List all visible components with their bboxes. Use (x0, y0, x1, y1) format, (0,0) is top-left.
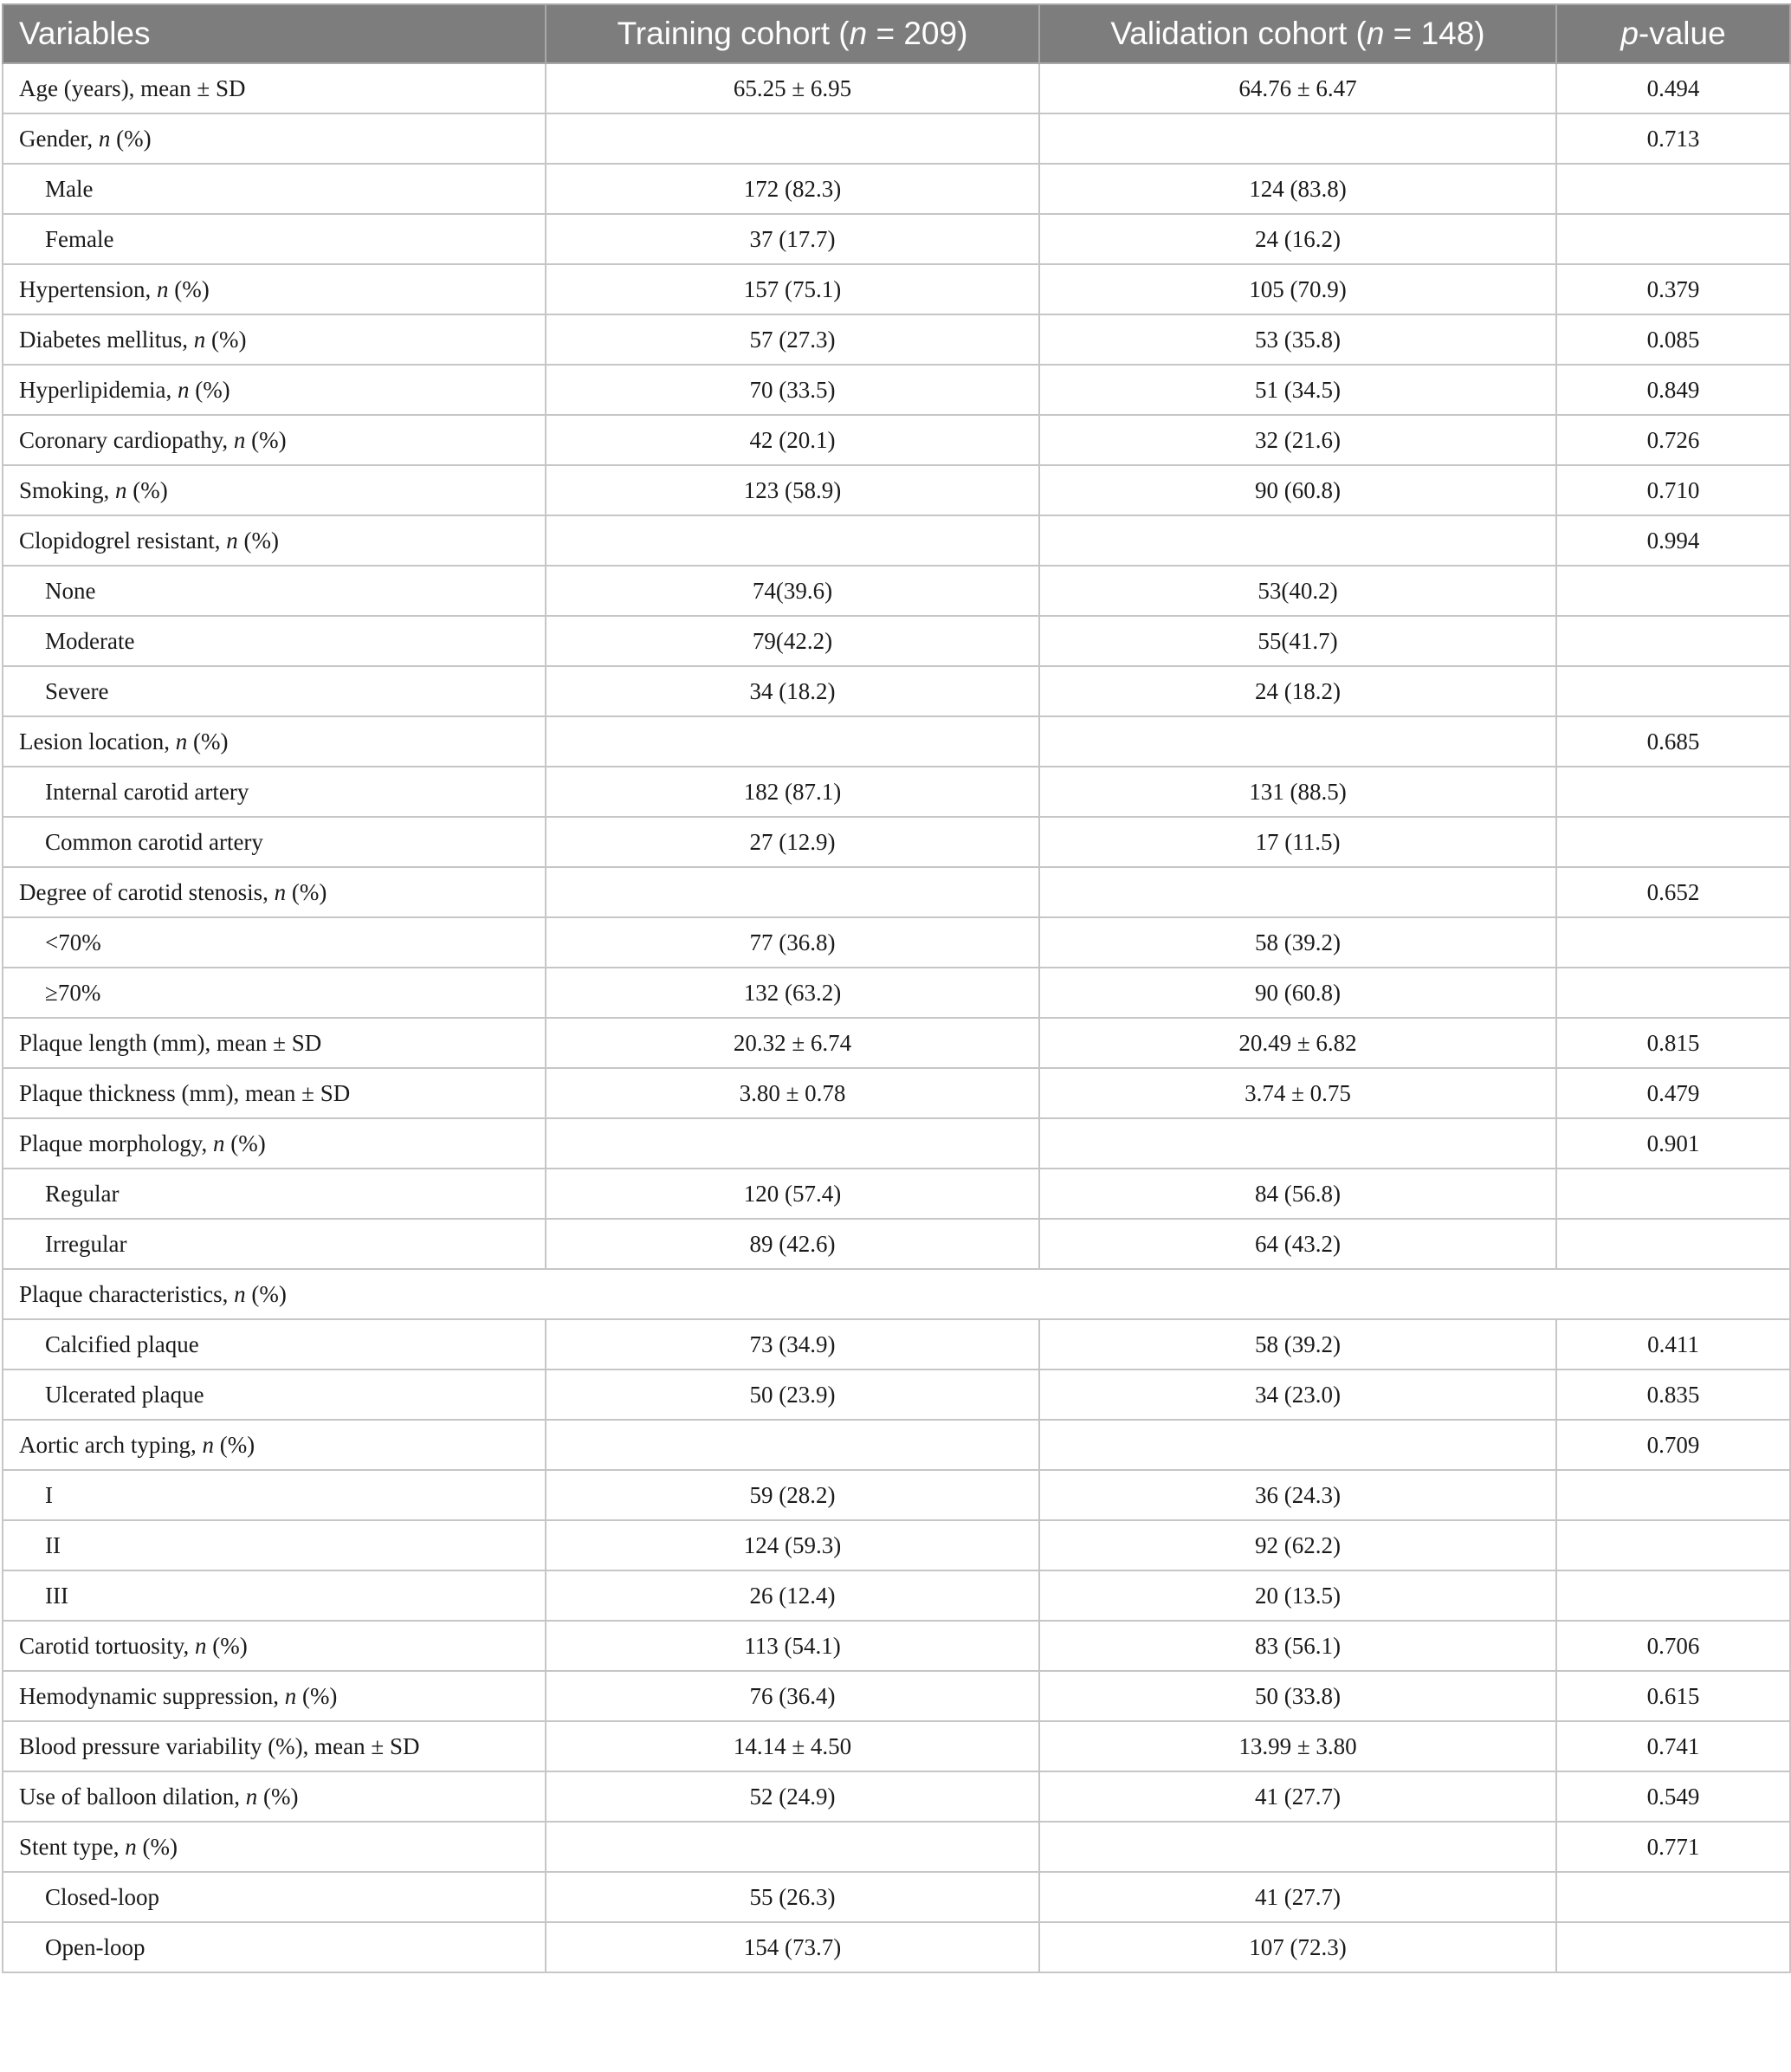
variable-cell (3, 264, 546, 314)
table-row (3, 817, 1790, 867)
variable-label: Hemodynamic suppression, (19, 1682, 285, 1709)
header-variables-text: Variables (19, 16, 151, 51)
variable-label: Stent type, (19, 1833, 126, 1860)
variable-cell (3, 968, 546, 1018)
p-value-cell: 0.741 (1556, 1721, 1790, 1771)
variable-label: <70% (45, 929, 101, 955)
variable-label: Smoking, (19, 476, 116, 503)
training-value-cell: 55 (26.3) (546, 1872, 1039, 1922)
variable-cell (3, 164, 546, 214)
variable-label-suffix: (%) (224, 1130, 266, 1156)
p-value-cell: 0.726 (1556, 415, 1790, 465)
header-validation-suffix: = 148) (1384, 16, 1485, 51)
variable-cell (3, 917, 546, 968)
training-value-cell: 157 (75.1) (546, 264, 1039, 314)
table-row (3, 968, 1790, 1018)
variable-cell (3, 1872, 546, 1922)
p-value-cell: 0.411 (1556, 1319, 1790, 1369)
p-value-cell: 0.849 (1556, 365, 1790, 415)
p-value-cell: 0.901 (1556, 1118, 1790, 1169)
variable-cell (3, 1319, 546, 1369)
p-value-cell: 0.549 (1556, 1771, 1790, 1822)
validation-value-cell: 107 (72.3) (1039, 1922, 1556, 1972)
variable-label-italic: n (234, 1280, 246, 1307)
table-row (3, 1671, 1790, 1721)
validation-value-cell (1039, 515, 1556, 566)
training-value-cell: 172 (82.3) (546, 164, 1039, 214)
variable-cell (3, 113, 546, 164)
training-value-cell (546, 515, 1039, 566)
variable-label: II (45, 1531, 61, 1558)
variable-label: Use of balloon dilation, (19, 1783, 246, 1810)
validation-value-cell: 20 (13.5) (1039, 1570, 1556, 1621)
validation-value-cell: 90 (60.8) (1039, 968, 1556, 1018)
p-value-cell (1556, 1219, 1790, 1269)
variable-label: Blood pressure variability (%), mean ± SD (19, 1732, 420, 1759)
validation-value-cell: 105 (70.9) (1039, 264, 1556, 314)
variable-label: Clopidogrel resistant, (19, 527, 227, 554)
table-row (3, 1018, 1790, 1068)
variable-cell (3, 515, 546, 566)
validation-value-cell: 17 (11.5) (1039, 817, 1556, 867)
table-row (3, 716, 1790, 767)
variable-cell (3, 1922, 546, 1972)
p-value-cell (1556, 566, 1790, 616)
variable-label: Female (45, 225, 114, 252)
table-header (3, 4, 1790, 63)
table-row (3, 314, 1790, 365)
variable-label: ≥70% (45, 979, 101, 1006)
variable-cell (3, 1369, 546, 1420)
p-value-cell (1556, 214, 1790, 264)
variable-label: Age (years), mean ± SD (19, 74, 246, 101)
p-value-cell (1556, 917, 1790, 968)
variable-label: None (45, 577, 96, 604)
training-value-cell: 76 (36.4) (546, 1671, 1039, 1721)
training-value-cell: 42 (20.1) (546, 415, 1039, 465)
variable-label-italic: n (98, 125, 111, 152)
validation-value-cell: 24 (16.2) (1039, 214, 1556, 264)
table-row (3, 1570, 1790, 1621)
variable-label: Plaque thickness (mm), mean ± SD (19, 1079, 351, 1106)
table-row (3, 465, 1790, 515)
variable-cell (3, 767, 546, 817)
table-row (3, 1771, 1790, 1822)
training-value-cell (546, 113, 1039, 164)
p-value-cell: 0.835 (1556, 1369, 1790, 1420)
variable-cell (3, 566, 546, 616)
table-row (3, 63, 1790, 113)
variable-cell (3, 616, 546, 666)
variable-label-suffix: (%) (206, 1632, 248, 1659)
training-value-cell: 182 (87.1) (546, 767, 1039, 817)
variable-cell (3, 1068, 546, 1118)
variable-label-italic: n (177, 376, 190, 403)
validation-value-cell (1039, 716, 1556, 767)
variable-cell (3, 314, 546, 365)
training-value-cell: 26 (12.4) (546, 1570, 1039, 1621)
validation-value-cell: 55(41.7) (1039, 616, 1556, 666)
p-value-cell: 0.713 (1556, 113, 1790, 164)
variable-label-suffix: (%) (189, 376, 230, 403)
header-validation-cohort (1039, 4, 1556, 63)
validation-value-cell (1039, 1822, 1556, 1872)
validation-value-cell: 32 (21.6) (1039, 415, 1556, 465)
validation-value-cell: 84 (56.8) (1039, 1169, 1556, 1219)
validation-value-cell (1039, 113, 1556, 164)
table-row (3, 666, 1790, 716)
variable-label-suffix: (%) (110, 125, 152, 152)
header-training-prefix: Training cohort ( (617, 16, 850, 51)
training-value-cell: 154 (73.7) (546, 1922, 1039, 1972)
validation-value-cell (1039, 1118, 1556, 1169)
variable-cell (3, 415, 546, 465)
p-value-cell: 0.085 (1556, 314, 1790, 365)
variable-label: Common carotid artery (45, 828, 263, 855)
variable-label: I (45, 1481, 53, 1508)
variable-label-italic: n (226, 527, 238, 554)
training-value-cell: 27 (12.9) (546, 817, 1039, 867)
variable-cell (3, 1771, 546, 1822)
training-value-cell: 59 (28.2) (546, 1470, 1039, 1520)
variable-label-suffix: (%) (205, 326, 247, 353)
validation-value-cell: 41 (27.7) (1039, 1771, 1556, 1822)
training-value-cell: 74(39.6) (546, 566, 1039, 616)
p-value-cell (1556, 767, 1790, 817)
table-row (3, 616, 1790, 666)
variable-label: III (45, 1582, 68, 1609)
variable-label-italic: n (284, 1682, 297, 1709)
p-value-cell: 0.479 (1556, 1068, 1790, 1118)
variable-label: Internal carotid artery (45, 778, 249, 805)
variable-label-suffix: (%) (286, 878, 327, 905)
p-value-cell: 0.652 (1556, 867, 1790, 917)
training-value-cell: 52 (24.9) (546, 1771, 1039, 1822)
variable-label: Regular (45, 1180, 120, 1207)
variable-label: Irregular (45, 1230, 127, 1257)
variable-cell (3, 867, 546, 917)
variable-cell (3, 666, 546, 716)
variable-cell (3, 1269, 1790, 1319)
variable-label: Degree of carotid stenosis, (19, 878, 275, 905)
validation-value-cell: 13.99 ± 3.80 (1039, 1721, 1556, 1771)
p-value-cell (1556, 1570, 1790, 1621)
table-row (3, 1169, 1790, 1219)
p-value-cell: 0.379 (1556, 264, 1790, 314)
variable-cell (3, 365, 546, 415)
header-training-suffix: = 209) (867, 16, 968, 51)
table-row (3, 113, 1790, 164)
header-p-italic: p (1620, 16, 1639, 51)
header-variables (3, 4, 546, 63)
variable-label-italic: n (193, 326, 206, 353)
variable-label-italic: n (175, 728, 188, 754)
variable-cell (3, 214, 546, 264)
training-value-cell: 77 (36.8) (546, 917, 1039, 968)
p-value-cell: 0.815 (1556, 1018, 1790, 1068)
variable-label-italic: n (274, 878, 287, 905)
table-row (3, 1118, 1790, 1169)
variable-label-suffix: (%) (187, 728, 229, 754)
training-value-cell: 123 (58.9) (546, 465, 1039, 515)
variable-label: Plaque length (mm), mean ± SD (19, 1029, 322, 1056)
header-validation-n: n (1366, 16, 1385, 51)
training-value-cell: 70 (33.5) (546, 365, 1039, 415)
variable-label: Male (45, 175, 94, 202)
variable-label-suffix: (%) (136, 1833, 178, 1860)
table-row (3, 1068, 1790, 1118)
variable-label: Diabetes mellitus, (19, 326, 194, 353)
training-value-cell: 20.32 ± 6.74 (546, 1018, 1039, 1068)
training-value-cell: 34 (18.2) (546, 666, 1039, 716)
training-value-cell: 65.25 ± 6.95 (546, 63, 1039, 113)
variable-label: Ulcerated plaque (45, 1381, 204, 1408)
table-row (3, 1219, 1790, 1269)
p-value-cell (1556, 1872, 1790, 1922)
table-row (3, 515, 1790, 566)
variable-label: Calcified plaque (45, 1331, 199, 1357)
training-value-cell: 132 (63.2) (546, 968, 1039, 1018)
table-row (3, 1721, 1790, 1771)
training-value-cell (546, 716, 1039, 767)
variable-cell (3, 1671, 546, 1721)
variable-label-suffix: (%) (257, 1783, 299, 1810)
variable-label: Severe (45, 677, 109, 704)
variable-label-suffix: (%) (168, 275, 210, 302)
table-row (3, 1922, 1790, 1972)
variable-label: Plaque characteristics, (19, 1280, 235, 1307)
variable-label-italic: n (202, 1431, 214, 1458)
table-row (3, 1822, 1790, 1872)
validation-value-cell: 90 (60.8) (1039, 465, 1556, 515)
validation-value-cell: 20.49 ± 6.82 (1039, 1018, 1556, 1068)
training-value-cell: 57 (27.3) (546, 314, 1039, 365)
table-row (3, 264, 1790, 314)
p-value-cell (1556, 616, 1790, 666)
variable-label-suffix: (%) (245, 1280, 287, 1307)
p-value-cell (1556, 1520, 1790, 1570)
training-value-cell (546, 1420, 1039, 1470)
table-row (3, 1269, 1790, 1319)
variable-label-italic: n (156, 275, 169, 302)
variable-label-italic: n (115, 476, 127, 503)
validation-value-cell: 34 (23.0) (1039, 1369, 1556, 1420)
variable-label-suffix: (%) (126, 476, 168, 503)
variable-cell (3, 1169, 546, 1219)
variable-cell (3, 1621, 546, 1671)
table-row (3, 365, 1790, 415)
table-body (3, 63, 1790, 1972)
training-value-cell: 14.14 ± 4.50 (546, 1721, 1039, 1771)
header-validation-prefix: Validation cohort ( (1110, 16, 1367, 51)
validation-value-cell: 64 (43.2) (1039, 1219, 1556, 1269)
variable-label: Hyperlipidemia, (19, 376, 178, 403)
validation-value-cell (1039, 867, 1556, 917)
table-row (3, 917, 1790, 968)
table-row (3, 1621, 1790, 1671)
table-row (3, 566, 1790, 616)
variable-cell (3, 1520, 546, 1570)
variable-label-italic: n (233, 426, 246, 453)
variable-label: Hypertension, (19, 275, 157, 302)
validation-value-cell: 24 (18.2) (1039, 666, 1556, 716)
variable-cell (3, 63, 546, 113)
p-value-cell: 0.709 (1556, 1420, 1790, 1470)
variable-cell (3, 1721, 546, 1771)
validation-value-cell: 58 (39.2) (1039, 1319, 1556, 1369)
validation-value-cell: 58 (39.2) (1039, 917, 1556, 968)
p-value-cell: 0.771 (1556, 1822, 1790, 1872)
p-value-cell: 0.710 (1556, 465, 1790, 515)
training-value-cell (546, 867, 1039, 917)
validation-value-cell (1039, 1420, 1556, 1470)
variable-label: Lesion location, (19, 728, 176, 754)
training-value-cell: 120 (57.4) (546, 1169, 1039, 1219)
validation-value-cell: 83 (56.1) (1039, 1621, 1556, 1671)
variable-label: Moderate (45, 627, 135, 654)
variable-cell (3, 465, 546, 515)
header-p-value (1556, 4, 1790, 63)
table-row (3, 1872, 1790, 1922)
baseline-characteristics-table (2, 3, 1791, 1973)
table-row (3, 164, 1790, 214)
training-value-cell (546, 1118, 1039, 1169)
training-value-cell: 124 (59.3) (546, 1520, 1039, 1570)
validation-value-cell: 50 (33.8) (1039, 1671, 1556, 1721)
table-row (3, 767, 1790, 817)
variable-label-italic: n (195, 1632, 207, 1659)
training-value-cell: 113 (54.1) (546, 1621, 1039, 1671)
training-value-cell: 79(42.2) (546, 616, 1039, 666)
variable-cell (3, 1420, 546, 1470)
variable-cell (3, 1118, 546, 1169)
variable-label: Closed-loop (45, 1883, 159, 1910)
validation-value-cell: 53 (35.8) (1039, 314, 1556, 365)
variable-label-suffix: (%) (296, 1682, 338, 1709)
variable-cell (3, 1018, 546, 1068)
training-value-cell: 50 (23.9) (546, 1369, 1039, 1420)
variable-cell (3, 817, 546, 867)
validation-value-cell: 51 (34.5) (1039, 365, 1556, 415)
validation-value-cell: 53(40.2) (1039, 566, 1556, 616)
p-value-cell (1556, 1922, 1790, 1972)
p-value-cell (1556, 968, 1790, 1018)
table-row (3, 1470, 1790, 1520)
p-value-cell: 0.685 (1556, 716, 1790, 767)
p-value-cell (1556, 1470, 1790, 1520)
variable-label: Aortic arch typing, (19, 1431, 203, 1458)
header-training-n: n (849, 16, 868, 51)
variable-label-italic: n (212, 1130, 225, 1156)
table-row (3, 415, 1790, 465)
header-training-cohort (546, 4, 1039, 63)
p-value-cell: 0.706 (1556, 1621, 1790, 1671)
validation-value-cell: 3.74 ± 0.75 (1039, 1068, 1556, 1118)
variable-label-italic: n (125, 1833, 137, 1860)
training-value-cell: 73 (34.9) (546, 1319, 1039, 1369)
training-value-cell: 89 (42.6) (546, 1219, 1039, 1269)
variable-cell (3, 1219, 546, 1269)
variable-label-suffix: (%) (213, 1431, 255, 1458)
variable-label: Gender, (19, 125, 99, 152)
p-value-cell: 0.494 (1556, 63, 1790, 113)
variable-label: Open-loop (45, 1933, 145, 1960)
validation-value-cell: 124 (83.8) (1039, 164, 1556, 214)
variable-label-italic: n (245, 1783, 258, 1810)
p-value-cell: 0.615 (1556, 1671, 1790, 1721)
validation-value-cell: 64.76 ± 6.47 (1039, 63, 1556, 113)
training-value-cell (546, 1822, 1039, 1872)
variable-cell (3, 1822, 546, 1872)
table-row (3, 214, 1790, 264)
header-p-suffix: -value (1638, 16, 1726, 51)
table-row (3, 1319, 1790, 1369)
variable-label: Carotid tortuosity, (19, 1632, 195, 1659)
p-value-cell (1556, 1169, 1790, 1219)
variable-label: Plaque morphology, (19, 1130, 213, 1156)
validation-value-cell: 41 (27.7) (1039, 1872, 1556, 1922)
table-row (3, 1420, 1790, 1470)
p-value-cell (1556, 164, 1790, 214)
table-row (3, 1369, 1790, 1420)
validation-value-cell: 131 (88.5) (1039, 767, 1556, 817)
p-value-cell (1556, 817, 1790, 867)
variable-label-suffix: (%) (245, 426, 287, 453)
validation-value-cell: 92 (62.2) (1039, 1520, 1556, 1570)
p-value-cell (1556, 666, 1790, 716)
training-value-cell: 37 (17.7) (546, 214, 1039, 264)
header-row (3, 4, 1790, 63)
variable-label-suffix: (%) (237, 527, 279, 554)
p-value-cell: 0.994 (1556, 515, 1790, 566)
variable-cell (3, 1470, 546, 1520)
table-row (3, 1520, 1790, 1570)
variable-label: Coronary cardiopathy, (19, 426, 234, 453)
training-value-cell: 3.80 ± 0.78 (546, 1068, 1039, 1118)
variable-cell (3, 716, 546, 767)
variable-cell (3, 1570, 546, 1621)
validation-value-cell: 36 (24.3) (1039, 1470, 1556, 1520)
table-row (3, 867, 1790, 917)
